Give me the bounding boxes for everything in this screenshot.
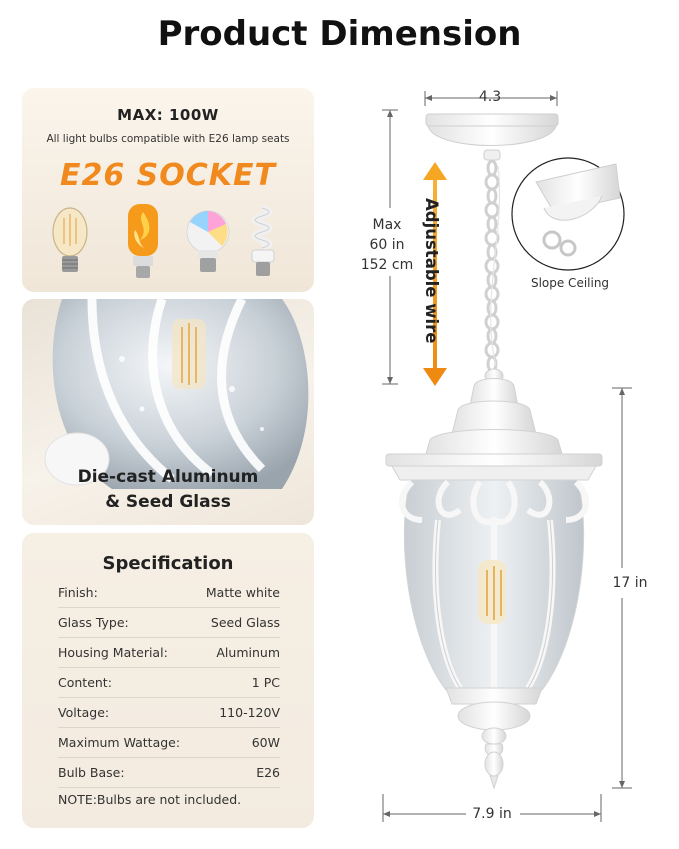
height-label: 17 in [612,575,648,591]
material-label [22,465,314,515]
socket-card [22,88,314,292]
spec-row [58,668,280,698]
max-length-line-3: 152 cm [360,257,414,273]
spec-title: Specification [102,553,234,574]
lantern-fixture [386,369,602,788]
spiral-cfl-bulb-icon [252,208,274,276]
specification-card [22,533,314,828]
material-line-1: Die-cast Aluminum [77,467,259,487]
spec-value: 1 PC [251,675,280,690]
max-length-label [356,215,418,275]
compat-text: All light bulbs compatible with E26 lamp seats [46,133,290,145]
bulb-row [40,202,296,286]
spec-row [58,578,280,608]
spec-value: Seed Glass [210,615,280,630]
slope-ceiling-inset [512,158,624,270]
canopy-width-label: 4.3 [478,89,502,105]
width-label: 7.9 in [472,806,512,822]
adjustable-wire-label: Adjustable wire [422,198,441,344]
spec-label: Voltage: [58,705,110,720]
spec-label: Housing Material: [58,645,168,660]
spec-note: NOTE:Bulbs are not included. [58,792,242,807]
page-title: Product Dimension [157,14,522,54]
spec-table [58,578,280,788]
socket-label: E26 SOCKET [59,158,276,193]
ceiling-canopy [426,114,558,160]
spec-label: Glass Type: [58,615,129,630]
slope-ceiling-label: Slope Ceiling [530,276,610,290]
spec-value: E26 [256,765,280,780]
spec-row [58,698,280,728]
spec-value: 60W [251,735,280,750]
max-length-line-2: 60 in [369,237,405,253]
rgb-bulb-icon [187,211,229,272]
material-card [22,299,314,525]
spec-label: Content: [58,675,112,690]
spec-value: Aluminum [216,645,280,660]
spec-label: Finish: [58,585,98,600]
max-length-line-1: Max [372,217,402,233]
max-wattage: MAX: 100W [117,106,219,124]
spec-row [58,638,280,668]
spec-row [58,728,280,758]
spec-value: 110-120V [219,705,280,720]
spec-value: Matte white [205,585,280,600]
flame-bulb-icon [128,204,158,278]
material-line-2: & Seed Glass [105,492,231,512]
edison-bulb-icon [53,208,87,272]
spec-row [58,608,280,638]
fixture-dimension-drawing [330,80,679,849]
spec-row [58,758,280,788]
spec-label: Bulb Base: [58,765,125,780]
spec-label: Maximum Wattage: [58,735,181,750]
